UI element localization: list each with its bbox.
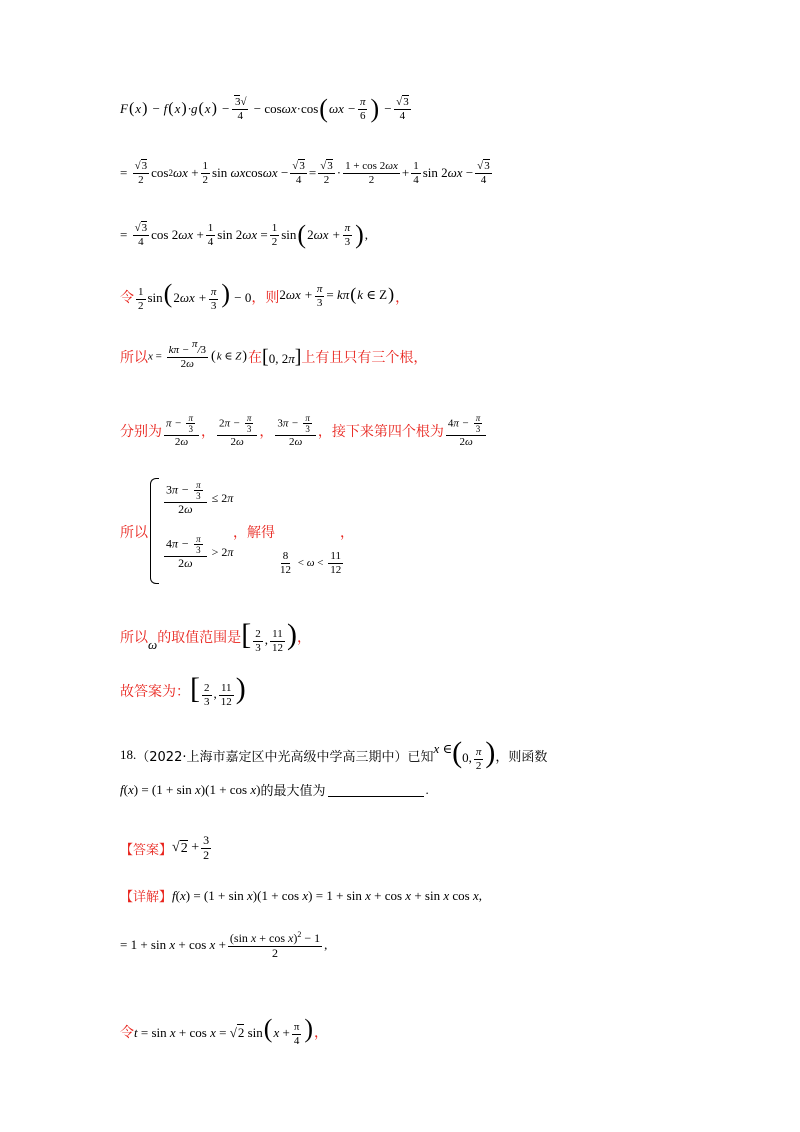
line8-end: ，	[296, 630, 311, 647]
equation-line-1: F ( x ) − f ( x ) ·g ( x ) − $\frac{3√}{4}$ − cos ωx ·cos ( ωx − $\frac{\pi}{6}$ ) − $\frac{√3}{4}$	[120, 94, 409, 124]
line5-mid: 在	[248, 350, 263, 367]
detail-line3-end: ，	[314, 1024, 329, 1041]
equation-line-5: 所以 x = $\frac{k\pi - \pi/3}{2\omega}$ (k ∈ Z) 在 [0, 2π] 上有且只有三个根，	[120, 338, 428, 370]
detail-label: 【详解】	[120, 890, 173, 905]
line7-end: ，	[340, 525, 354, 541]
line7-middle	[233, 522, 275, 542]
equation-line-2: = $\frac{√3}{2}$ cos 2 ωx + $\frac{1}{2}$ sin ωx cos ωx − $\frac{√3}{4}$ = $\frac{√3}{2}$ · $\frac{1 + \cos 2\omega x}{2}$ + $\frac{1}{4}$ sin 2 ωx − $\frac{√3}{4}$	[120, 160, 490, 186]
line8-mid: 的取值范围是	[157, 630, 242, 647]
line5-end: 上有且只有三个根，	[301, 350, 428, 367]
line4-prefix: 令	[120, 289, 134, 306]
line7-prefix: 所以	[120, 525, 148, 541]
line6-prefix: 分别为	[120, 423, 162, 440]
inequality-system: 3π − $\frac{\pi}{3}$ 2ω ≤ 2 π 4π − $\frac{\pi}{3}$ 2ω > 2 π	[150, 478, 260, 584]
question-number: 18.	[120, 747, 137, 763]
left-brace	[150, 478, 159, 584]
line7-mid: ，解得	[233, 525, 275, 541]
line9-prefix: 故答案为：	[120, 684, 190, 701]
equation-line-7	[120, 522, 148, 542]
line4-mid: ，则	[251, 289, 280, 306]
line7-tail	[340, 522, 354, 542]
detail-line3-prefix: 令	[120, 1024, 134, 1041]
line4-end: ，	[395, 289, 410, 306]
question-mid: ，则函数	[495, 749, 548, 765]
answer-blank	[328, 782, 424, 797]
question-func-suffix: 的最大值为	[260, 784, 326, 799]
question-end: .	[425, 781, 429, 797]
line6-mid: ，接下来第四个根为	[317, 423, 444, 440]
equation-line-8: 所以 ω 的取值范围是 [ $\frac{2}{3}$ , $\frac{11}{12}$ ) ，	[120, 618, 311, 654]
equation-line-6: 分别为 π − $\frac{\pi}{3}$ 2ω ， 2π − $\frac{\pi}{3}$ 2ω ， 3π − $\frac{\pi}{3}$ 2ω ，接下来第四个根为 4π − $\frac{\pi}{3}$ 2ω	[120, 413, 488, 448]
line6-sep-2: ，	[259, 423, 274, 440]
answer-label: 【答案】	[120, 842, 173, 858]
detail-line-3: 令 t = sin x + cos x = √2 sin(x + $\frac{\pi}{4}$ ) ，	[120, 1014, 329, 1047]
line6-sep-1: ，	[200, 423, 215, 440]
equation-line-4: 令 $\frac{1}{2}$ sin(2ωx + $\frac{\pi}{3}$ ) − 0 ，则 2ωx + $\frac{\pi}{3}$ = kπ(k ∈ Z) ，	[120, 279, 410, 312]
line8-prefix: 所以	[120, 630, 148, 647]
line5-prefix: 所以	[120, 350, 148, 367]
detail-line-2: = 1 + sin x + cos x + $\frac{(\sin x + \cos x)^2 - 1}{2}$ ,	[120, 930, 328, 960]
omega-range-inequality: $\frac{8}{12}$ < ω < $\frac{11}{12}$	[280, 550, 342, 576]
question-source: （2022·上海市嘉定区中光高级中学高三期中）已知	[136, 749, 434, 765]
answer-line: 【答案】 √ 2 + $\frac{3}{2}$	[120, 833, 210, 862]
equation-line-9: 故答案为： [ $\frac{2}{3}$ , $\frac{11}{12}$ )	[120, 672, 246, 708]
question-18-line-2: f(x) = (1 + sin x)(1 + cos x) 的最大值为 .	[120, 781, 429, 799]
equation-line-3: = $\frac{√3}{4}$ cos 2 ωx + $\frac{1}{4}$ sin 2 ωx = $\frac{1}{2}$ sin ( 2 ωx + $\frac{\pi}{3}$ ) ,	[120, 220, 369, 250]
detail-line-1: 【详解】 f(x) = (1 + sin x)(1 + cos x) = 1 + sin x + cos x + sin x cos x,	[120, 887, 482, 905]
question-18-line-1: 18. （2022·上海市嘉定区中光高级中学高三期中）已知 x ∈ (0, $\frac{\pi}{2}$ ) ，则函数	[120, 736, 548, 772]
